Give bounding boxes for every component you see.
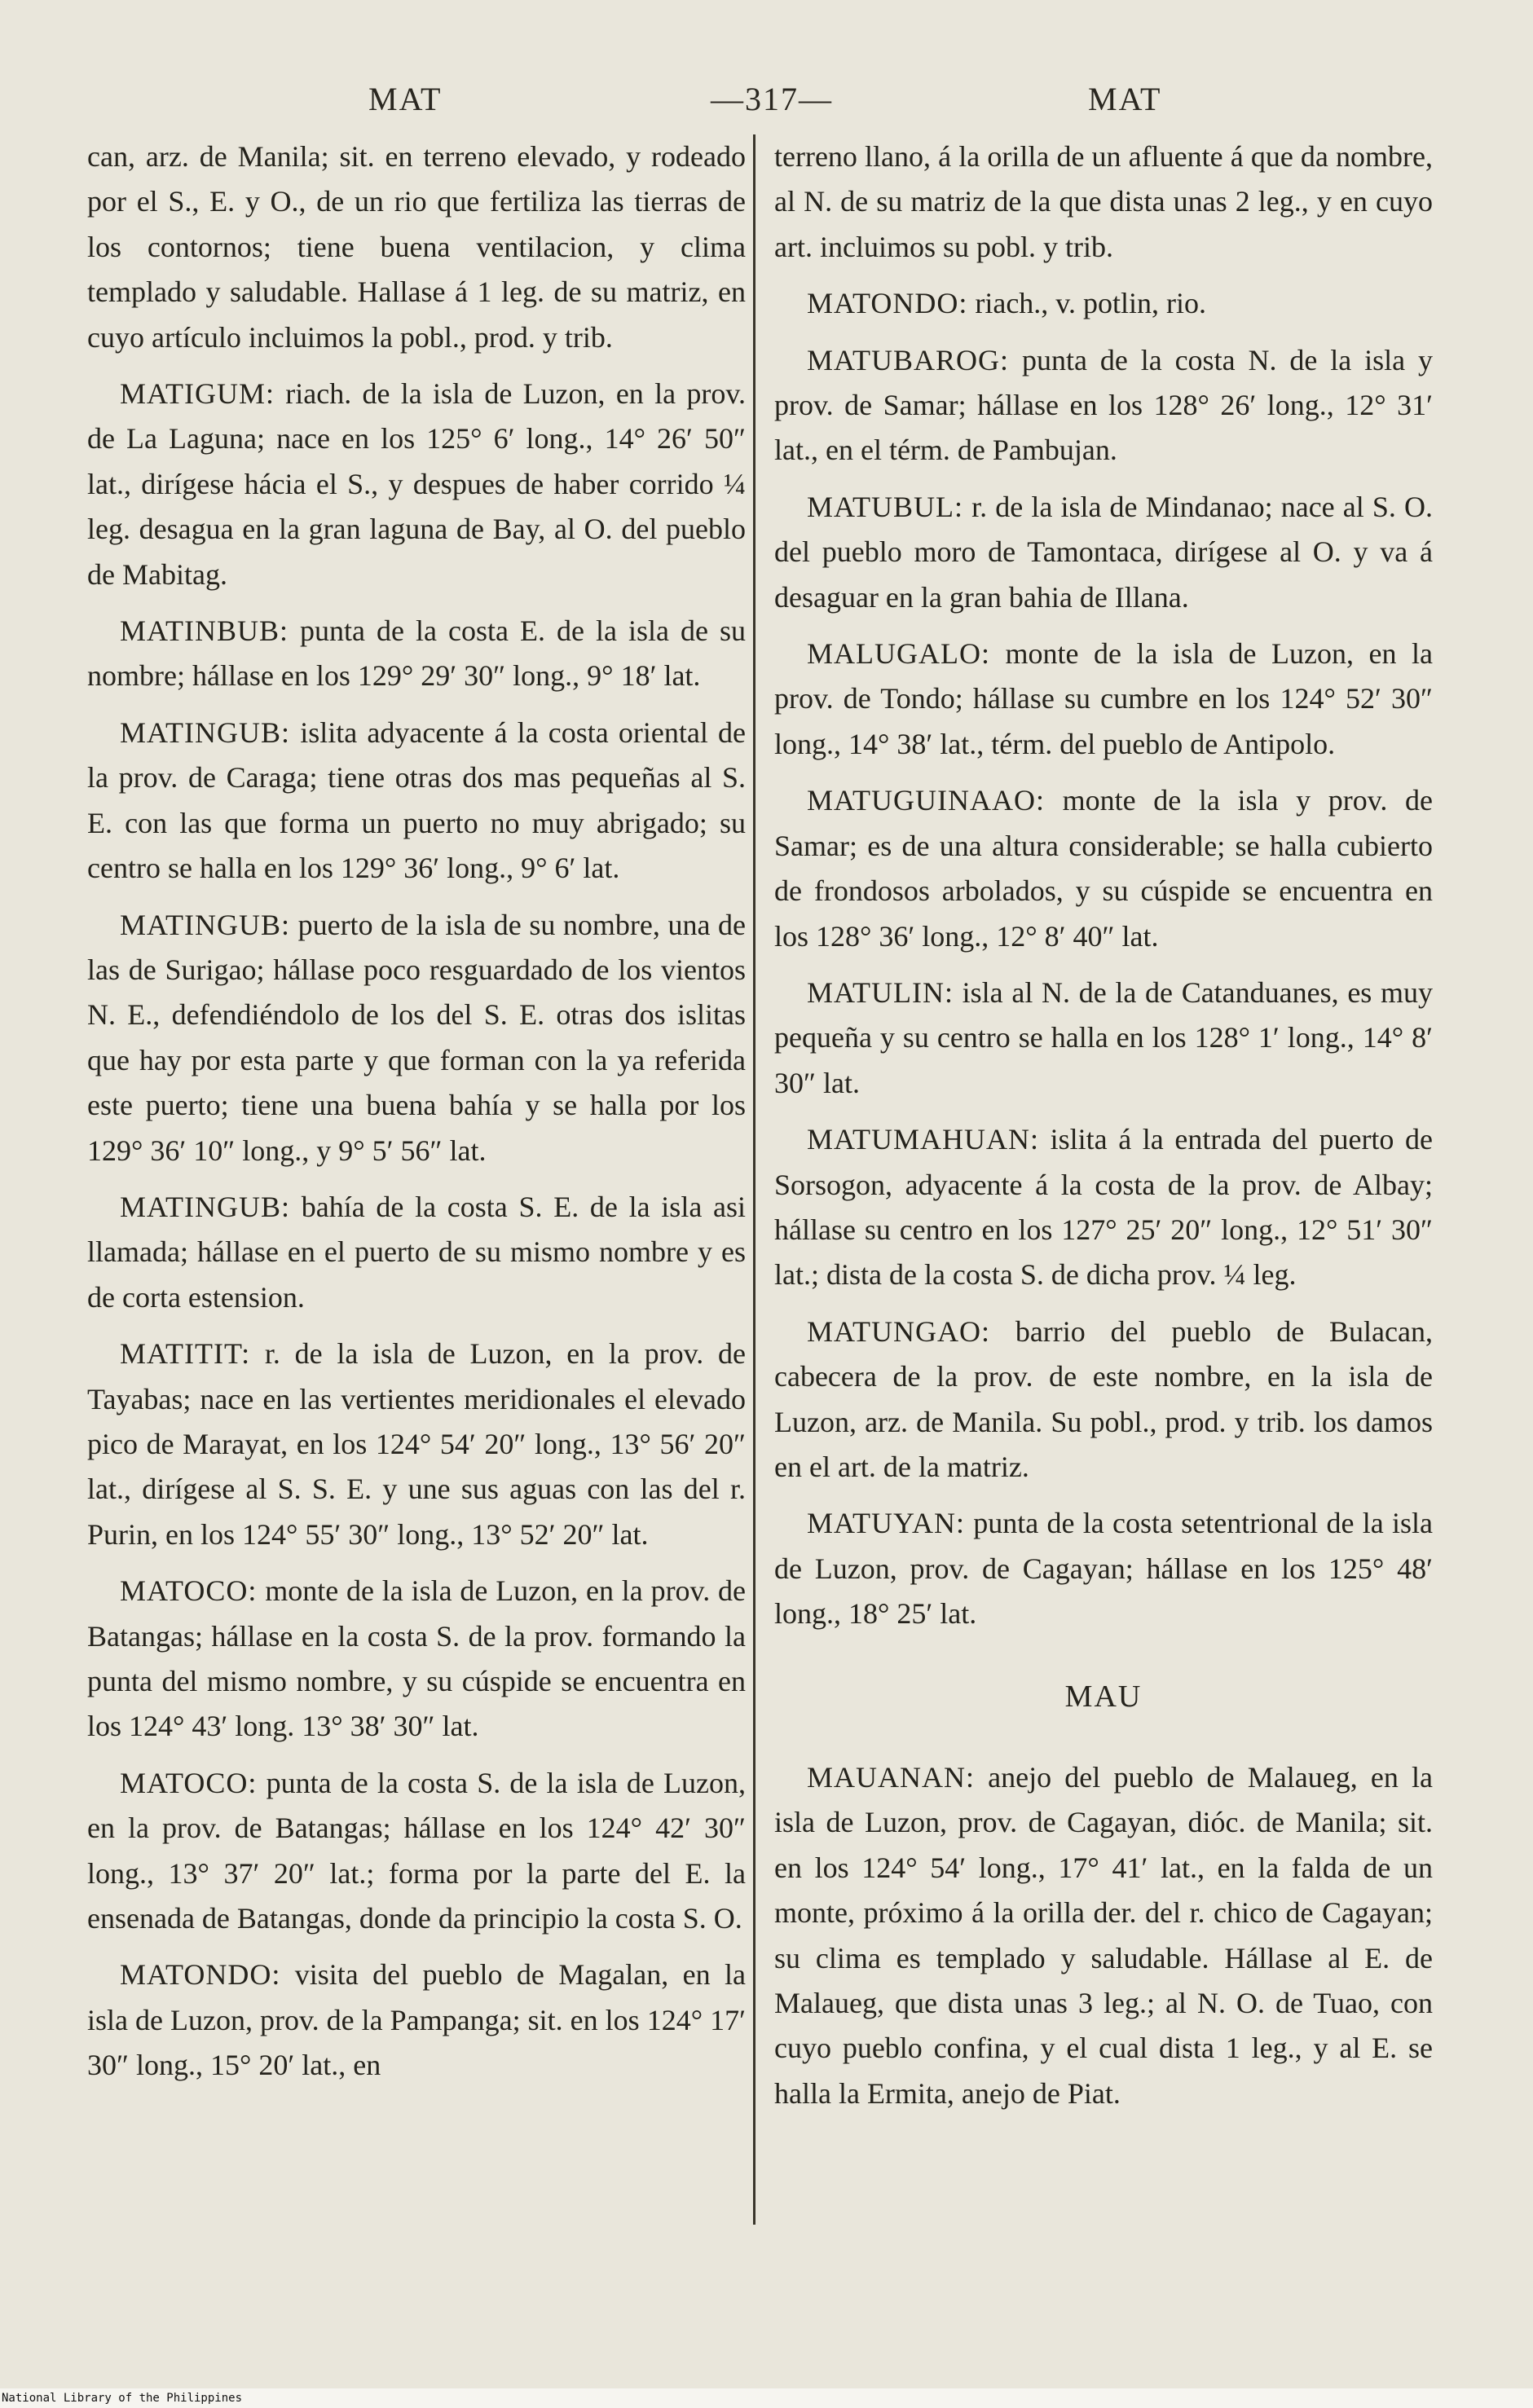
dictionary-entry: [774, 971, 1433, 1106]
entry-headword: MATITIT:: [120, 1337, 251, 1371]
entry-headword: MATINGUB:: [120, 1190, 291, 1223]
entry-headword: MATOCO:: [120, 1766, 258, 1799]
dictionary-entry: [774, 1117, 1433, 1298]
header-left: MAT: [368, 81, 443, 117]
dictionary-entry: [774, 1501, 1433, 1636]
entry-headword: MATONDO:: [807, 287, 968, 320]
entry-text: terreno llano, á la orilla de un afluente á que da nombre, al N. de su matriz de la que dista unas 2 leg., y en cuyo art. incluimos su pobl. y trib.: [774, 140, 1433, 263]
entry-headword: MATOCO:: [120, 1574, 258, 1608]
dictionary-entry: [87, 1332, 746, 1557]
entry-text: visita del pueblo de Magalan, en la isla de Luzon, prov. de la Pampanga; sit. en los 124° 17′ 30″ long., 15° 20′ lat., en: [87, 1958, 747, 2082]
entry-text: islita á la entrada del puerto de Sorsogon, adyacente á la costa de la prov. de Albay; hállase su centro en los 127° 25′ 20″ long., 12° 51′ 30″ lat.; dista de la costa S. de dicha prov. ¼ leg.: [774, 1123, 1434, 1292]
dictionary-entry: [87, 1569, 746, 1750]
dictionary-entry: [774, 281, 1433, 326]
dictionary-entry: [87, 134, 746, 360]
entry-headword: MATINGUB:: [120, 715, 291, 749]
left-column: [87, 134, 746, 2100]
entry-headword: MATUYAN:: [807, 1507, 966, 1540]
entry-headword: MALUGALO:: [807, 637, 990, 671]
entry-headword: MATINGUB:: [120, 908, 291, 941]
entry-text: r. de la isla de Mindanao; nace al S. O. del pueblo moro de Tamontaca, dirígese al O. y va á desaguar en la gran bahia de Illana.: [774, 490, 1434, 614]
entry-text: bahía de la costa S. E. de la isla asi llamada; hállase en el puerto de su mismo nombre y es de corta estension.: [87, 1190, 747, 1314]
section-title: MAU: [1064, 1679, 1143, 1714]
dictionary-entry: [774, 1755, 1433, 2116]
entry-text: isla al N. de la de Catanduanes, es muy pequeña y su centro se halla en los 128° 1′ long., 14° 8′ 30″ lat.: [774, 975, 1433, 1099]
dictionary-entry: [774, 778, 1433, 959]
entry-text: punta de la costa setentrional de la isla de Luzon, prov. de Cagayan; hállase en los 125° 48′ long., 18° 25′ lat.: [774, 1507, 1433, 1631]
entry-headword: MATUBUL:: [807, 490, 964, 523]
entry-text: monte de la isla de Luzon, en la prov. de Batangas; hállase en la costa S. de la prov. formando la punta del mismo nombre, y su cúspide se encuentra en los 124° 43′ long. 13° 38′ 30″ lat.: [87, 1574, 747, 1743]
dictionary-entry: [774, 338, 1433, 473]
page-number: —317—: [711, 81, 833, 117]
dictionary-entry: [87, 1185, 746, 1320]
right-entries: [774, 134, 1433, 1637]
entry-headword: MATUBAROG:: [807, 343, 1010, 376]
dictionary-entry: [774, 134, 1433, 270]
dictionary-entry: [87, 711, 746, 891]
entry-text: riach., v. potlin, rio.: [975, 287, 1206, 320]
entry-text: punta de la costa E. de la isla de su nombre; hállase en los 129° 29′ 30″ long., 9° 18′ lat.: [87, 614, 746, 693]
dictionary-entry: [87, 609, 746, 699]
entry-headword: MATONDO:: [120, 1958, 281, 1992]
dictionary-entry: [87, 372, 746, 597]
entry-text: anejo del pueblo de Malaueg, en la isla de Luzon, prov. de Cagayan, dióc. de Manila; sit. en los 124° 54′ long., 17° 41′ lat., en la falda de un monte, próximo á la orilla der. del r. chico de Cagayan; su clima es templado y saludable. Hállase al E. de Malaueg, que dista unas 3 leg.; al N. O. de Tuao, con cuyo pueblo confina, y el cual dista 1 leg., y al E. se halla la Ermita, anejo de Piat.: [774, 1761, 1433, 2110]
header-right: MAT: [1088, 81, 1162, 117]
dictionary-entry: [87, 1952, 746, 2088]
entry-text: monte de la isla de Luzon, en la prov. de Tondo; hállase su cumbre en los 124° 52′ 30″ long., 14° 38′ lat., térm. del pueblo de Antipolo.: [774, 637, 1434, 760]
dictionary-entry: [87, 903, 746, 1173]
entry-headword: MATULIN:: [807, 975, 954, 1009]
entry-text: can, arz. de Manila; sit. en terreno elevado, y rodeado por el S., E. y O., de un rio que fertiliza las tierras de los contornos; tiene buena ventilacion, y clima templado y saludable. Hallase á 1 leg. de su matriz, en cuyo artículo incluimos la pobl., prod. y trib.: [87, 140, 746, 354]
entry-headword: MAUANAN:: [807, 1761, 975, 1794]
page-header: [0, 80, 1533, 129]
right-entries-after: [774, 1755, 1433, 2116]
dictionary-entry: [87, 1761, 746, 1942]
entry-text: barrio del pueblo de Bulacan, cabecera de la prov. de este nombre, en la isla de Luzon, arz. de Manila. Su pobl., prod. y trib. los damos en el art. de la matriz.: [774, 1314, 1433, 1483]
entry-text: riach. de la isla de Luzon, en la prov. de La Laguna; nace en los 125° 6′ long., 14° 26′ 50″ lat., dirígese hácia el S., y despues de haber corrido ¼ leg. desagua en la gran laguna de Bay, al O. del pueblo de Mabitag.: [87, 377, 746, 591]
column-divider: [753, 134, 755, 2225]
dictionary-entry: [774, 1310, 1433, 1490]
library-footer: National Library of the Philippines: [0, 2388, 1533, 2408]
entry-text: punta de la costa S. de la isla de Luzon, en la prov. de Batangas; hállase en los 124° 42′ 30″ long., 13° 37′ 20″ lat.; forma por la parte del E. la ensenada de Batangas, donde da principio la costa S. O.: [87, 1766, 747, 1935]
entry-text: puerto de la isla de su nombre, una de las de Surigao; hállase poco resguardado de los vientos N. E., defendiéndolo de los del S. E. otras dos islitas que hay por esta parte y que forman con la ya referida este puerto; tiene una buena bahía y se halla por los 129° 36′ 10″ long., y 9° 5′ 56″ lat.: [87, 908, 746, 1167]
dictionary-entry: [774, 632, 1433, 767]
entry-text: islita adyacente á la costa oriental de la prov. de Caraga; tiene otras dos mas pequeñas al S. E. con las que forma un puerto no muy abrigado; su centro se halla en los 129° 36′ long., 9° 6′ lat.: [87, 715, 747, 885]
entry-headword: MATINBUB:: [120, 614, 289, 648]
entry-headword: MATIGUM:: [120, 377, 275, 411]
entry-headword: MATUNGAO:: [807, 1314, 990, 1348]
entry-text: monte de la isla y prov. de Samar; es de una altura considerable; se halla cubierto de frondosos arbolados, y su cúspide se encuentra en los 128° 36′ long., 12° 8′ 40″ lat.: [774, 784, 1434, 953]
entry-headword: MATUMAHUAN:: [807, 1123, 1040, 1156]
dictionary-entry: [774, 485, 1433, 620]
entry-text: punta de la costa N. de la isla y prov. de Samar; hállase en los 128° 26′ long., 12° 31′ lat., en el térm. de Pambujan.: [774, 343, 1434, 467]
right-column: [774, 134, 1433, 2128]
entry-text: r. de la isla de Luzon, en la prov. de Tayabas; nace en las vertientes meridionales el elevado pico de Marayat, en los 124° 54′ 20″ long., 13° 56′ 20″ lat., dirígese al S. S. E. y une sus aguas con las del r. Purin, en los 124° 55′ 30″ long., 13° 52′ 20″ lat.: [87, 1337, 746, 1551]
entry-headword: MATUGUINAAO:: [807, 784, 1045, 817]
